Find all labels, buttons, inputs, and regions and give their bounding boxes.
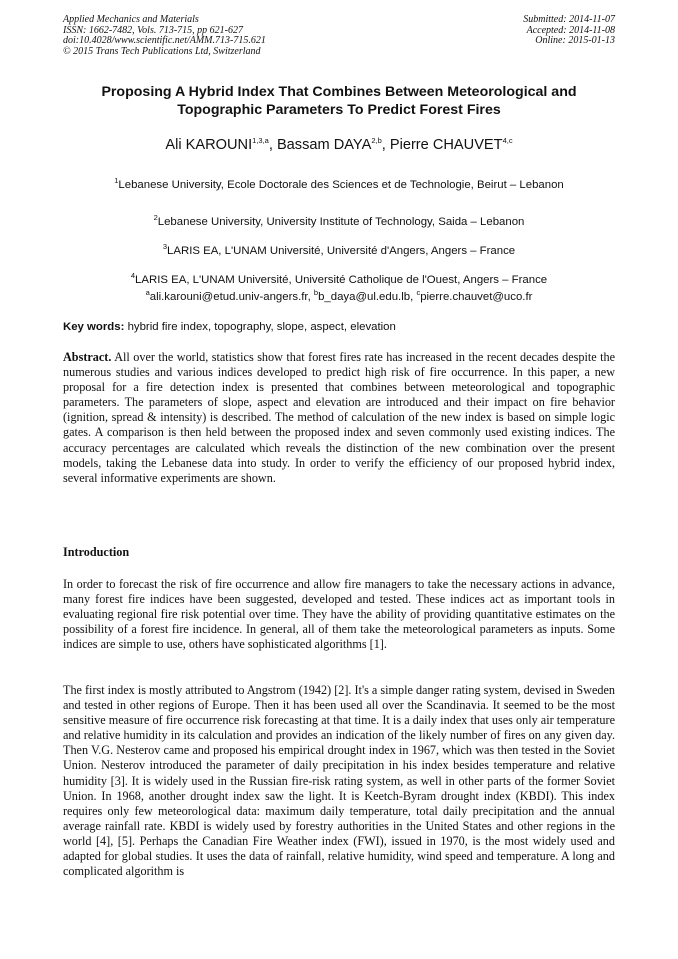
author-name: Bassam DAYA (276, 137, 372, 153)
abstract-text: All over the world, statistics show that forest fires rate has increased in the recent decades despite the numerous studies and various indices developed to predict high risk of fire occurrence. In this paper, a new proposal for a fire detection index is presented that combines between meteorological and topographic parameters. The parameters of slope, aspect and elevation are introduced and their impact on fire behavior (ignition, spread & intensity) is described. The method of calculation of the new index is based on simple logic gates. A comparison is then held between the proposed index and seven commonly used existing indices. The accuracy percentages are calculated which reveals the distinction of the new combination over the present models, taking the Lebanese data into study. In order to verify the efficiency of our proposed hybrid index, several informative experiments are shown. (63, 350, 615, 485)
doi-line: doi:10.4028/www.scientific.net/AMM.713-715.621 (63, 35, 266, 47)
issn-line: ISSN: 1662-7482, Vols. 713-715, pp 621-627 (63, 24, 243, 36)
author-list (40, 136, 638, 154)
affiliation-text: Lebanese University, Ecole Doctorale des Sciences et de Technologie, Beirut – Lebanon (118, 179, 564, 191)
author-name: Pierre CHAUVET (389, 137, 503, 153)
section-heading-introduction: Introduction (63, 545, 130, 559)
author-name: Ali KAROUNI (165, 137, 253, 153)
affiliation-2 (40, 215, 638, 229)
header-right (523, 15, 615, 47)
author-separator: , (268, 137, 277, 153)
keywords (63, 320, 615, 334)
keywords-label: Key words: (63, 321, 125, 333)
author-affil-mark: 1,3,a (252, 136, 269, 146)
email-mark: c (416, 288, 421, 298)
affiliation-3 (40, 244, 638, 258)
title-line-1: Proposing A Hybrid Index That Combines Between Meteorological and (101, 84, 577, 100)
affiliation-text: LARIS EA, L'UNAM Université, Université d'Angers, Angers – France (167, 245, 516, 257)
email-mark: b (313, 288, 319, 298)
intro-paragraph-1: In order to forecast the risk of fire occurrence and allow fire managers to take the necessary actions in advance, many forest fire indices have been suggested, developed and tested. These indices act as important tools in evaluating regional fire risk potential over time. They have the ability of providing quantitative estimates on the possibility of a forest fire incidence. In general, all of them take the meteorological parameters as inputs. Some indices are simple to use, others have sophisticated algorithms [1]. (63, 577, 615, 652)
intro-paragraph-2: The first index is mostly attributed to Angstrom (1942) [2]. It's a simple danger rating system, devised in Sweden and tested in other regions of Europe. Then it has been used all over the Scandinavia. It seemed to be the most sensitive measure of fire occurrence risk forecasting at that time. It is a daily index that uses only air temperature and relative humidity in its calculation and provides an indication of the likely number of fires on any given day. Then V.G. Nesterov came and proposed his empirical drought index in 1967, which was then tested in the Soviet Union. Nesterov introduced the parameter of daily precipitation in his index besides temperature and relative humidity [3]. It is widely used in the Russian fire-risk rating system, as well in other parts of the former Soviet Union. In 1968, another drought index saw the light. It is Keetch-Byram drought index (KBDI). This index requires only few meteorological data: maximum daily temperature, total daily precipitation and the annual average rainfall rate. KBDI is widely used by forestry authorities in the United States and other regions in the world [4], [5]. Perhaps the Canadian Fire Weather index (FWI), issued in 1970, is the most widely used and adapted for global studies. It uses the data of rainfall, relative humidity, wind speed and temperature. A long and complicated algorithm is (63, 683, 615, 879)
journal-name: Applied Mechanics and Materials (63, 14, 199, 25)
accepted-date: Accepted: 2014-11-08 (526, 24, 615, 36)
title-line-2: Topographic Parameters To Predict Forest Fires (177, 101, 501, 118)
header-left (63, 15, 266, 57)
affiliation-mark: 1 (114, 176, 119, 186)
paper-title (40, 84, 638, 119)
online-date: Online: 2015-01-13 (535, 35, 615, 47)
submitted-date: Submitted: 2014-11-07 (523, 14, 615, 25)
keywords-text: hybrid fire index, topography, slope, aspect, elevation (124, 321, 396, 333)
author-separator: , (381, 137, 390, 153)
affiliation-text: Lebanese University, University Institute of Technology, Saida – Lebanon (157, 216, 525, 228)
email-address: b_daya@ul.edu.lb (318, 291, 411, 303)
abstract-label: Abstract. (63, 350, 112, 364)
affiliation-mark: 2 (153, 213, 158, 223)
affiliation-mark: 4 (130, 271, 136, 281)
email-address: pierre.chauvet@uco.fr (420, 291, 533, 303)
affiliation-mark: 3 (162, 242, 168, 252)
author-affil-mark: 4,c (502, 136, 513, 146)
abstract (63, 350, 615, 486)
author-affil-mark: 2,b (371, 136, 382, 146)
email-line: $^a$ali.karouni@etud.univ-angers.fr, $^b$b_daya@ul.edu.lb, $^c$pierre.chauvet@uco.fr (145, 288, 533, 303)
copyright-line: © 2015 Trans Tech Publications Ltd, Switzerland (63, 45, 261, 57)
affiliation-4 (40, 273, 638, 287)
affiliation-1 (40, 178, 638, 192)
email-address: ali.karouni@etud.univ-angers.fr (149, 291, 308, 303)
email-mark: a (145, 288, 150, 298)
affiliation-text: LARIS EA, L'UNAM Université, Université Catholique de l'Ouest, Angers – France (135, 274, 548, 286)
